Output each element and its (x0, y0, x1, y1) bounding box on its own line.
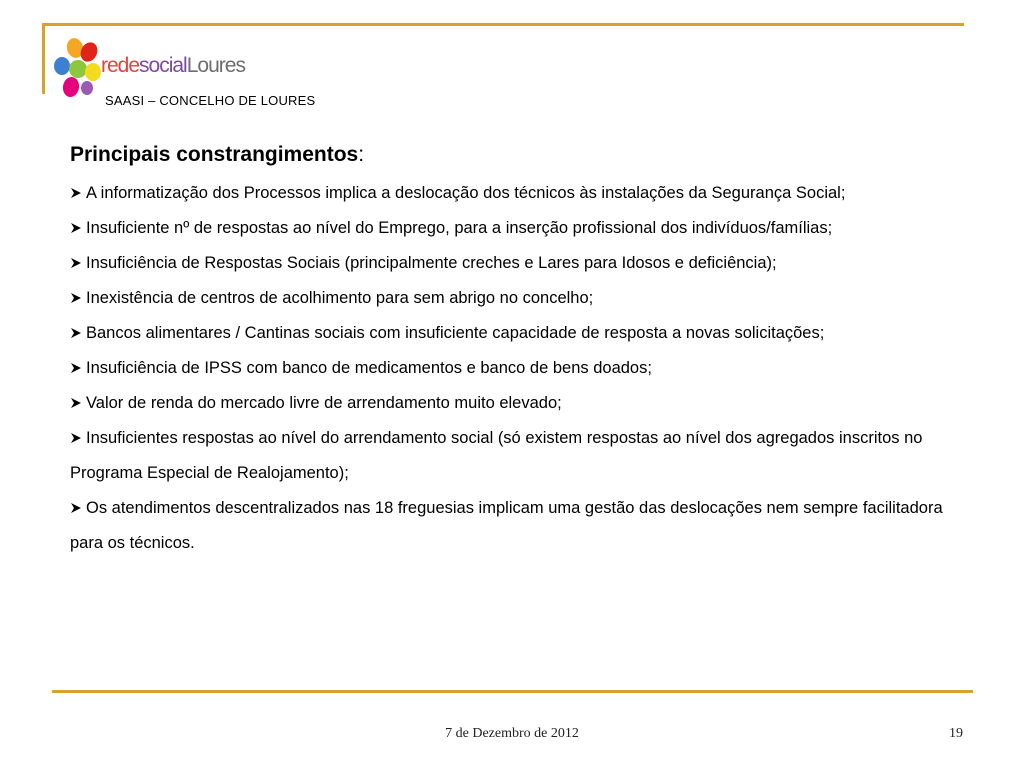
list-item-text: Valor de renda do mercado livre de arrendamento muito elevado; (86, 394, 562, 412)
arrowhead-bullet-icon (70, 292, 82, 304)
logo-text-part2: social (139, 54, 187, 77)
arrowhead-bullet-icon (70, 362, 82, 374)
left-border-line (42, 23, 45, 94)
slide-title-text: Principais constrangimentos (70, 143, 359, 166)
logo-text-part1: rede (101, 54, 140, 77)
arrowhead-bullet-icon (70, 432, 82, 444)
slide-title-colon: : (358, 143, 365, 166)
list-item-text: A informatização dos Processos implica a deslocação dos técnicos às instalações da Segurança Social; (86, 184, 846, 202)
list-item (70, 281, 960, 316)
arrowhead-bullet-icon (70, 187, 82, 199)
list-item (70, 351, 960, 386)
list-item-text: Bancos alimentares / Cantinas sociais com insuficiente capacidade de resposta a novas solicitações; (86, 324, 825, 342)
list-item (70, 246, 960, 281)
list-item (70, 211, 960, 246)
list-item (70, 421, 960, 491)
footer-date: 7 de Dezembro de 2012 (445, 726, 579, 741)
list-item-text: Insuficientes respostas ao nível do arrendamento social (só existem respostas ao nível dos agregados inscritos no Programa Especial de Realojamento); (70, 429, 923, 482)
slide-title (70, 143, 364, 167)
footer-divider (52, 690, 973, 693)
list-item (70, 386, 960, 421)
arrowhead-bullet-icon (70, 222, 82, 234)
top-border-line (42, 23, 964, 26)
list-item-text: Insuficiência de Respostas Sociais (principalmente creches e Lares para Idosos e deficiência); (86, 254, 777, 272)
arrowhead-bullet-icon (70, 397, 82, 409)
page-number: 19 (949, 726, 963, 741)
list-item-text: Inexistência de centros de acolhimento para sem abrigo no concelho; (86, 289, 594, 307)
list-item (70, 176, 960, 211)
arrowhead-bullet-icon (70, 257, 82, 269)
logo-text-part3: Loures (186, 54, 245, 77)
list-item-text: Insuficiência de IPSS com banco de medicamentos e banco de bens doados; (86, 359, 652, 377)
arrowhead-bullet-icon (70, 502, 82, 514)
list-item (70, 316, 960, 351)
list-item-text: Insuficiente nº de respostas ao nível do Emprego, para a inserção profissional dos indivíduos/famílias; (86, 219, 833, 237)
flower-logo-icon (52, 36, 104, 102)
list-item (70, 491, 960, 561)
slide-subtitle: SAASI – CONCELHO DE LOURES (105, 93, 316, 108)
logo-wordmark (101, 54, 245, 78)
bullet-list (70, 176, 960, 561)
list-item-text: Os atendimentos descentralizados nas 18 freguesias implicam uma gestão das deslocações nem sempre facilitadora para os técnicos. (70, 499, 943, 552)
arrowhead-bullet-icon (70, 327, 82, 339)
